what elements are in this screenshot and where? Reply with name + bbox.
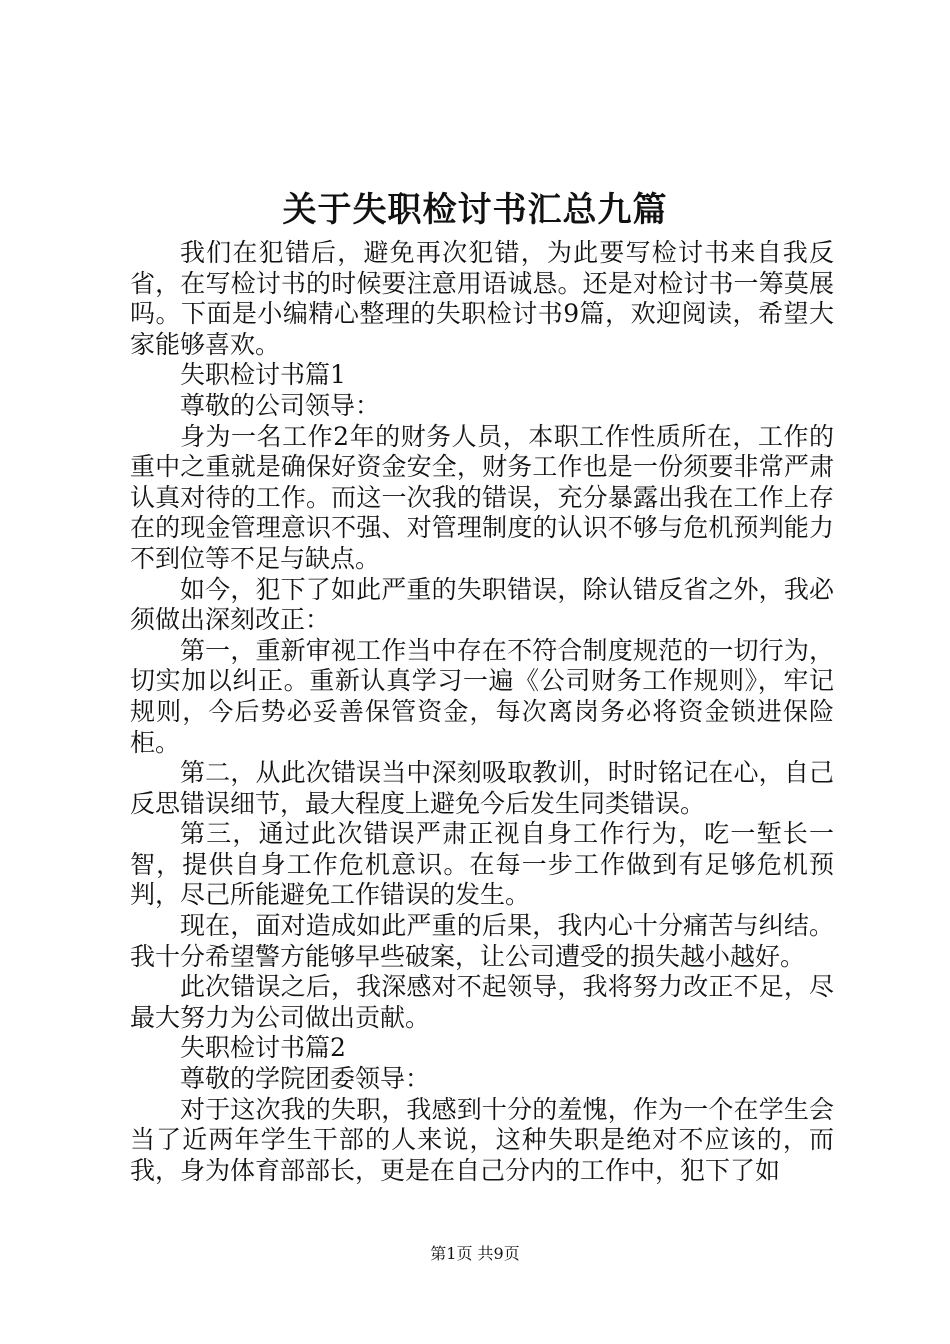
body-paragraph: 第二，从此次错误当中深刻吸取教训，时时铭记在心，自己反思错误细节，最大程度上避免今后发生同类错误。 — [130, 758, 834, 818]
salutation-2: 尊敬的学院团委领导： — [180, 1064, 431, 1094]
section-heading-1: 失职检讨书篇1 — [180, 360, 346, 390]
body-paragraph: 此次错误之后，我深感对不起领导，我将努力改正不足，尽最大努力为公司做出贡献。 — [130, 972, 834, 1032]
document-title: 关于失职检讨书汇总九篇 — [282, 190, 668, 230]
page-footer: 第1页 共9页 — [430, 1244, 520, 1263]
section-heading-2: 失职检讨书篇2 — [180, 1033, 346, 1063]
body-paragraph: 第三，通过此次错误严肃正视自身工作行为，吃一堑长一智，提供自身工作危机意识。在每一步工作做到有足够危机预判，尽己所能避免工作错误的发生。 — [130, 819, 834, 910]
document-body — [130, 238, 834, 1186]
body-paragraph: 身为一名工作2年的财务人员，本职工作性质所在，工作的重中之重就是确保好资金安全，财务工作也是一份须要非常严肃认真对待的工作。而这一次我的错误，充分暴露出我在工作上存在的现金管理意识不强、对管理制度的认识不够与危机预判能力不到位等不足与缺点。 — [130, 421, 834, 573]
body-paragraph: 如今，犯下了如此严重的失职错误，除认错反省之外，我必须做出深刻改正： — [130, 574, 834, 635]
body-paragraph: 第一，重新审视工作当中存在不符合制度规范的一切行为，切实加以纠正。重新认真学习一遍《公司财务工作规则》，牢记规则，今后势必妥善保管资金，每次离岗务必将资金锁进保险柜。 — [130, 635, 834, 757]
body-paragraph: 现在，面对造成如此严重的后果，我内心十分痛苦与纠结。我十分希望警方能够早些破案，让公司遭受的损失越小越好。 — [130, 911, 834, 971]
body-paragraph: 对于这次我的失职，我感到十分的羞愧，作为一个在学生会当了近两年学生干部的人来说，这种失职是绝对不应该的，而我，身为体育部部长，更是在自己分内的工作中，犯下了如 — [130, 1094, 834, 1185]
intro-paragraph: 我们在犯错后，避免再次犯错，为此要写检讨书来自我反省，在写检讨书的时候要注意用语诚恳。还是对检讨书一筹莫展吗。下面是小编精心整理的失职检讨书9篇，欢迎阅读，希望大家能够喜欢。 — [130, 238, 834, 359]
salutation-1: 尊敬的公司领导： — [180, 390, 381, 420]
